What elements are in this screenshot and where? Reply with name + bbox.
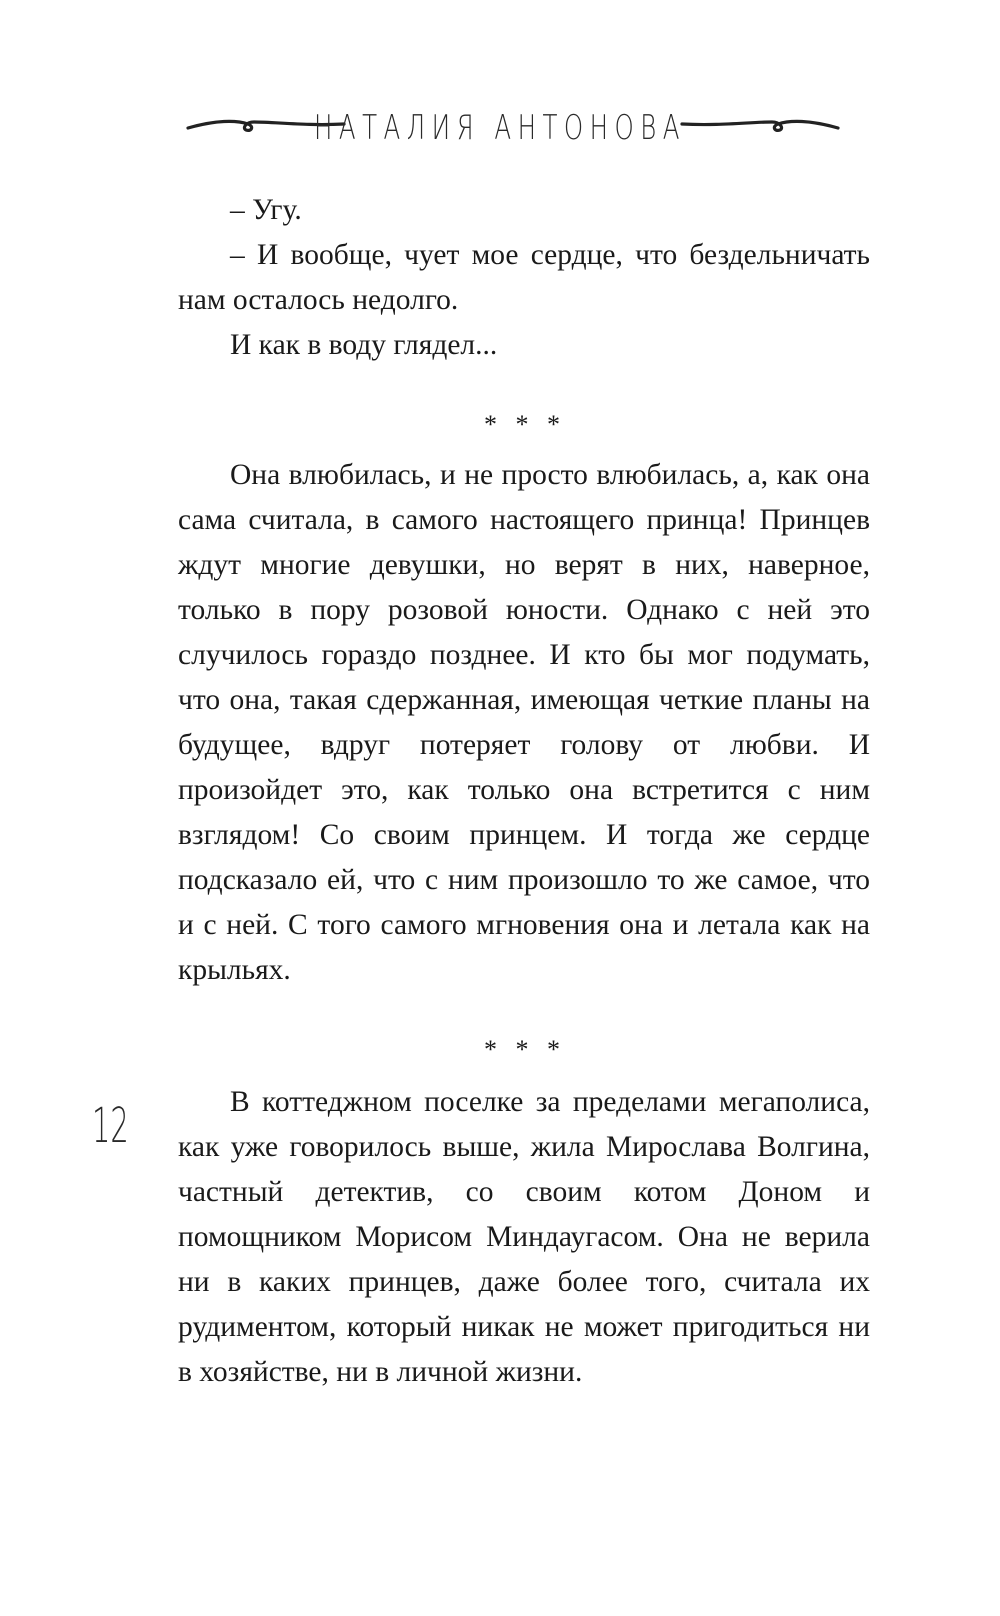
paragraph: – И вообще, чует мое сердце, что бездельничать нам осталось недолго.	[178, 239, 870, 316]
section-two	[178, 453, 870, 993]
running-header	[0, 100, 1000, 160]
paragraph: И как в воду глядел...	[230, 329, 498, 361]
dialogue-block	[178, 188, 870, 368]
paragraph: Она влюбилась, и не просто влюбилась, а, как она сама считала, в самого настоящего принца! Принцев ждут многие девушки, но верят в них, наверное, только в пору розовой юности. Однако с ней это случилось гораздо позднее. И кто бы мог подумать, что она, такая сдержанная, имеющая четкие планы на будущее, вдруг потеряет голову от любви. И произойдет это, как только она встретится с ним взглядом! Со своим принцем. И тогда же сердце подсказало ей, что с ним произошло то же самое, что и с ней. С того самого мгновения она и летала как на крыльях.	[178, 459, 870, 986]
author-name: НАТАЛИЯ АНТОНОВА	[313, 108, 687, 148]
paragraph: – Угу.	[230, 194, 302, 226]
right-ornament-icon	[680, 110, 840, 140]
section-separator: * * *	[484, 1035, 566, 1064]
page-number: 12	[92, 1098, 129, 1154]
section-separator: * * *	[484, 410, 566, 439]
paragraph: В коттеджном поселке за пределами мегаполиса, как уже говорилось выше, жила Мирослава Волгина, частный детектив, со своим котом Доном и помощником Морисом Миндаугасом. Она не верила ни в каких принцев, даже более того, считала их рудиментом, который никак не может пригодиться ни в хозяйстве, ни в личной жизни.	[178, 1086, 870, 1388]
section-three	[178, 1080, 870, 1395]
